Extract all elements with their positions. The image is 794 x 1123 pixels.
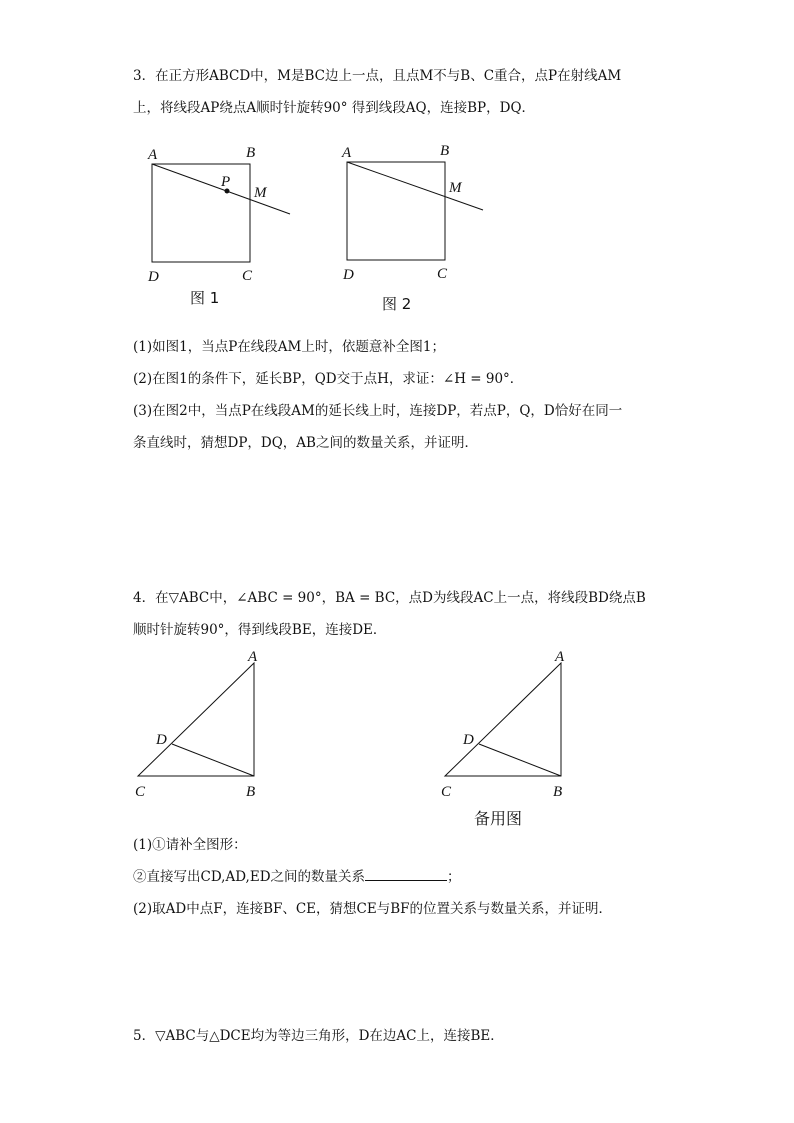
q4-fig-label-d: D (156, 732, 167, 748)
q4-sub1: (1)①请补全图形： (133, 837, 247, 853)
fig1-caption: 图 1 (190, 289, 220, 307)
q5-line1: 5．▽ABC与△DCE均为等边三角形，D在边AC上，连接BE． (133, 1028, 504, 1044)
q3-sub1: (1)如图1，当点P在线段AM上时，依题意补全图1； (133, 339, 445, 355)
q4-sub2: (2)取AD中点F，连接BF、CE，猜想CE与BF的位置关系与数量关系，并证明． (133, 901, 613, 917)
q4-line2: 顺时针旋转90°，得到线段BE，连接DE． (133, 622, 387, 638)
q4-spare-label-b: B (553, 784, 563, 800)
q4-spare-label-a: A (555, 649, 565, 665)
q4-spare-label-c: C (441, 784, 452, 800)
q4-spare-triangle (445, 663, 561, 776)
q4-spare-segment-bd (479, 744, 561, 776)
fig1-label-m: M (254, 185, 267, 201)
fig1-label-d: D (148, 269, 159, 285)
fig1-label-c: C (242, 268, 253, 284)
fig2-label-a: A (342, 145, 352, 161)
q4-fig-segment-bd (172, 744, 254, 776)
q4-line1: 4．在▽ABC中，∠ABC = 90°，BA = BC，点D为线段AC上一点，将线段BD绕点B (133, 590, 646, 606)
fig2-caption: 图 2 (382, 295, 412, 313)
q3-sub2: (2)在图1的条件下，延长BP，QD交于点H，求证：∠H = 90°． (133, 371, 524, 387)
q4-sub1b-text: ②直接写出CD,AD,ED之间的数量关系 (133, 869, 366, 885)
q3-line1: 3．在正方形ABCD中，M是BC边上一点，且点M不与B、C重合，点P在射线AM (133, 68, 622, 84)
q4-spare-label-d: D (463, 732, 474, 748)
q4-fig-triangle (138, 663, 254, 776)
q3-line2: 上，将线段AP绕点A顺时针旋转90° 得到线段AQ，连接BP，DQ． (133, 100, 536, 116)
q4-fig-label-c: C (135, 784, 146, 800)
fig2-label-m: M (449, 180, 462, 196)
q4-fig-label-a: A (248, 649, 258, 665)
fig2-label-b: B (440, 143, 450, 159)
answer-blank[interactable] (365, 868, 447, 881)
q4-spare-caption: 备用图 (474, 809, 523, 828)
q4-sub1b (133, 868, 461, 886)
fig1-label-a: A (148, 147, 158, 163)
q3-sub3b: 条直线时，猜想DP，DQ，AB之间的数量关系，并证明． (133, 435, 478, 451)
fig2-label-c: C (437, 266, 448, 282)
q3-sub3a: (3)在图2中，当点P在线段AM的延长线上时，连接DP，若点P，Q，D恰好在同一 (133, 403, 623, 419)
q4-sub1b-end: ； (447, 869, 461, 885)
fig1-label-b: B (246, 145, 256, 161)
q4-fig-label-b: B (246, 784, 256, 800)
fig2-label-d: D (343, 267, 354, 283)
fig1-label-p: P (221, 174, 231, 190)
